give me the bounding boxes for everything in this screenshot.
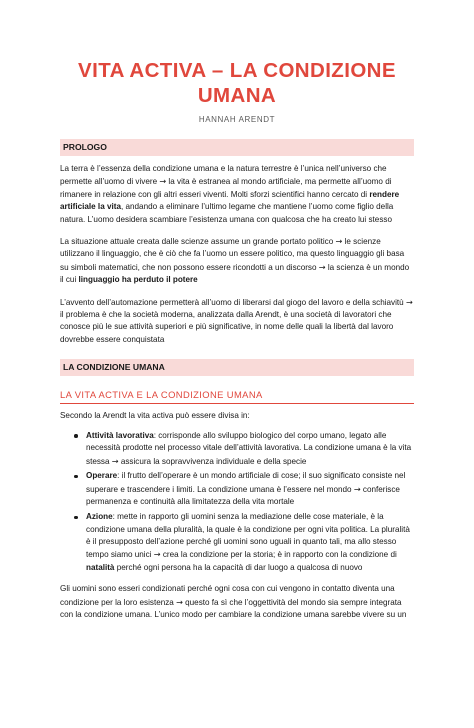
list-item: Azione: mette in rapporto gli uomini senza la mediazione delle cose materiale, è la condizione umana della pluralità, la quale è la condizione per ogni vita politica. La pluralità è il presupposto dell’azione perché gli uomini sono uguali in quanto tali, ma allo stesso tempo siamo unici → crea la condizione per la storia; è in rapporto con la condizione di natalità perché ogni persona ha la capacità di dar luogo a qualcosa di nuovo bbox=[86, 511, 414, 574]
arrow-right-icon: → bbox=[159, 176, 167, 187]
prologo-paragraph-1: La terra è l’essenza della condizione umana e la natura terrestre è l’unica nell’universo che permette all’uomo di vivere → la vita è estranea al mondo artificiale, ma permette all’uomo di rimanere in relazione con gli altri esseri viventi. Molti sforzi scientifici hanno cercato di rendere artificiale la vita, andando a eliminare l’ultimo legame che mantiene l’uomo come figlio della natura. L’uomo desidera scambiare l’esistenza umana con qualcosa che ha creato lui stesso bbox=[60, 164, 400, 224]
arrow-right-icon: → bbox=[111, 455, 119, 466]
prologo-paragraph-3: L’avvento dell’automazione permetterà all’uomo di liberarsi dal giogo del lavoro e della schiavitù → il problema è che la società moderna, analizzata dalla Arendt, è una società di lavoratori che conosce più le sue attività superiori e più significative, in nome delle quali la libertà dal lavoro dovrebbe essere conquistata bbox=[60, 296, 413, 344]
intro-paragraph: Secondo la Arendt la vita activa può essere divisa in: bbox=[60, 411, 250, 421]
closing-paragraph: Gli uomini sono esseri condizionati perché ogni cosa con cui vengono in contatto diventa una condizione per la loro esistenza → questo fa sì che l’oggettività del mondo sia sempre integrata con la condizione umana. L’unico modo per cambiare la condizione umana sarebbe vivere su un bbox=[60, 584, 407, 619]
bold-phrase: rendere artificiale la vita bbox=[60, 189, 400, 212]
arrow-right-icon: → bbox=[153, 549, 161, 560]
document-page bbox=[0, 58, 474, 728]
bold-phrase: linguaggio ha perduto il potere bbox=[78, 275, 198, 285]
section-heading-prologo: PROLOGO bbox=[60, 139, 414, 156]
section-heading-condizione: LA CONDIZIONE UMANA bbox=[60, 359, 414, 376]
list-item: Attività lavorativa: corrisponde allo sviluppo biologico del corpo umano, legato alle necessità prodotte nel processo vitale dell’attività lavorativa. La condizione umana è la vita stessa → assicura la sopravvivenza individuale e della specie bbox=[86, 430, 414, 468]
prologo-paragraph-2: La situazione attuale creata dalle scienze assume un grande portato politico → le scienze utilizzano il linguaggio, che è ciò che fa l’uomo un essere politico, ma questo linguaggio gli basa su simboli matematici, che non possono essere ricondotti a un discorso → la scienza è un mondo il cui linguaggio ha perduto il potere bbox=[60, 236, 410, 285]
subsection-heading: LA VITA ACTIVA E LA CONDIZIONE UMANA bbox=[60, 388, 414, 404]
document-author: HANNAH ARENDT bbox=[198, 115, 276, 124]
arrow-right-icon: → bbox=[176, 596, 183, 607]
arrow-right-icon: → bbox=[405, 296, 413, 307]
list-item: Operare: il frutto dell’operare è un mondo artificiale di cose; il suo significato consiste nel superare e trascendere i limiti. La condizione umana è l’essere nel mondo → conferisce permanenza e continuità alla limitatezza della vita mortale bbox=[86, 470, 414, 508]
document-title: VITA ACTIVA – LA CONDIZIONE UMANA bbox=[78, 59, 396, 107]
arrow-right-icon: → bbox=[353, 483, 361, 494]
vita-activa-list bbox=[60, 430, 414, 574]
arrow-right-icon: → bbox=[318, 261, 326, 272]
arrow-right-icon: → bbox=[335, 236, 343, 247]
